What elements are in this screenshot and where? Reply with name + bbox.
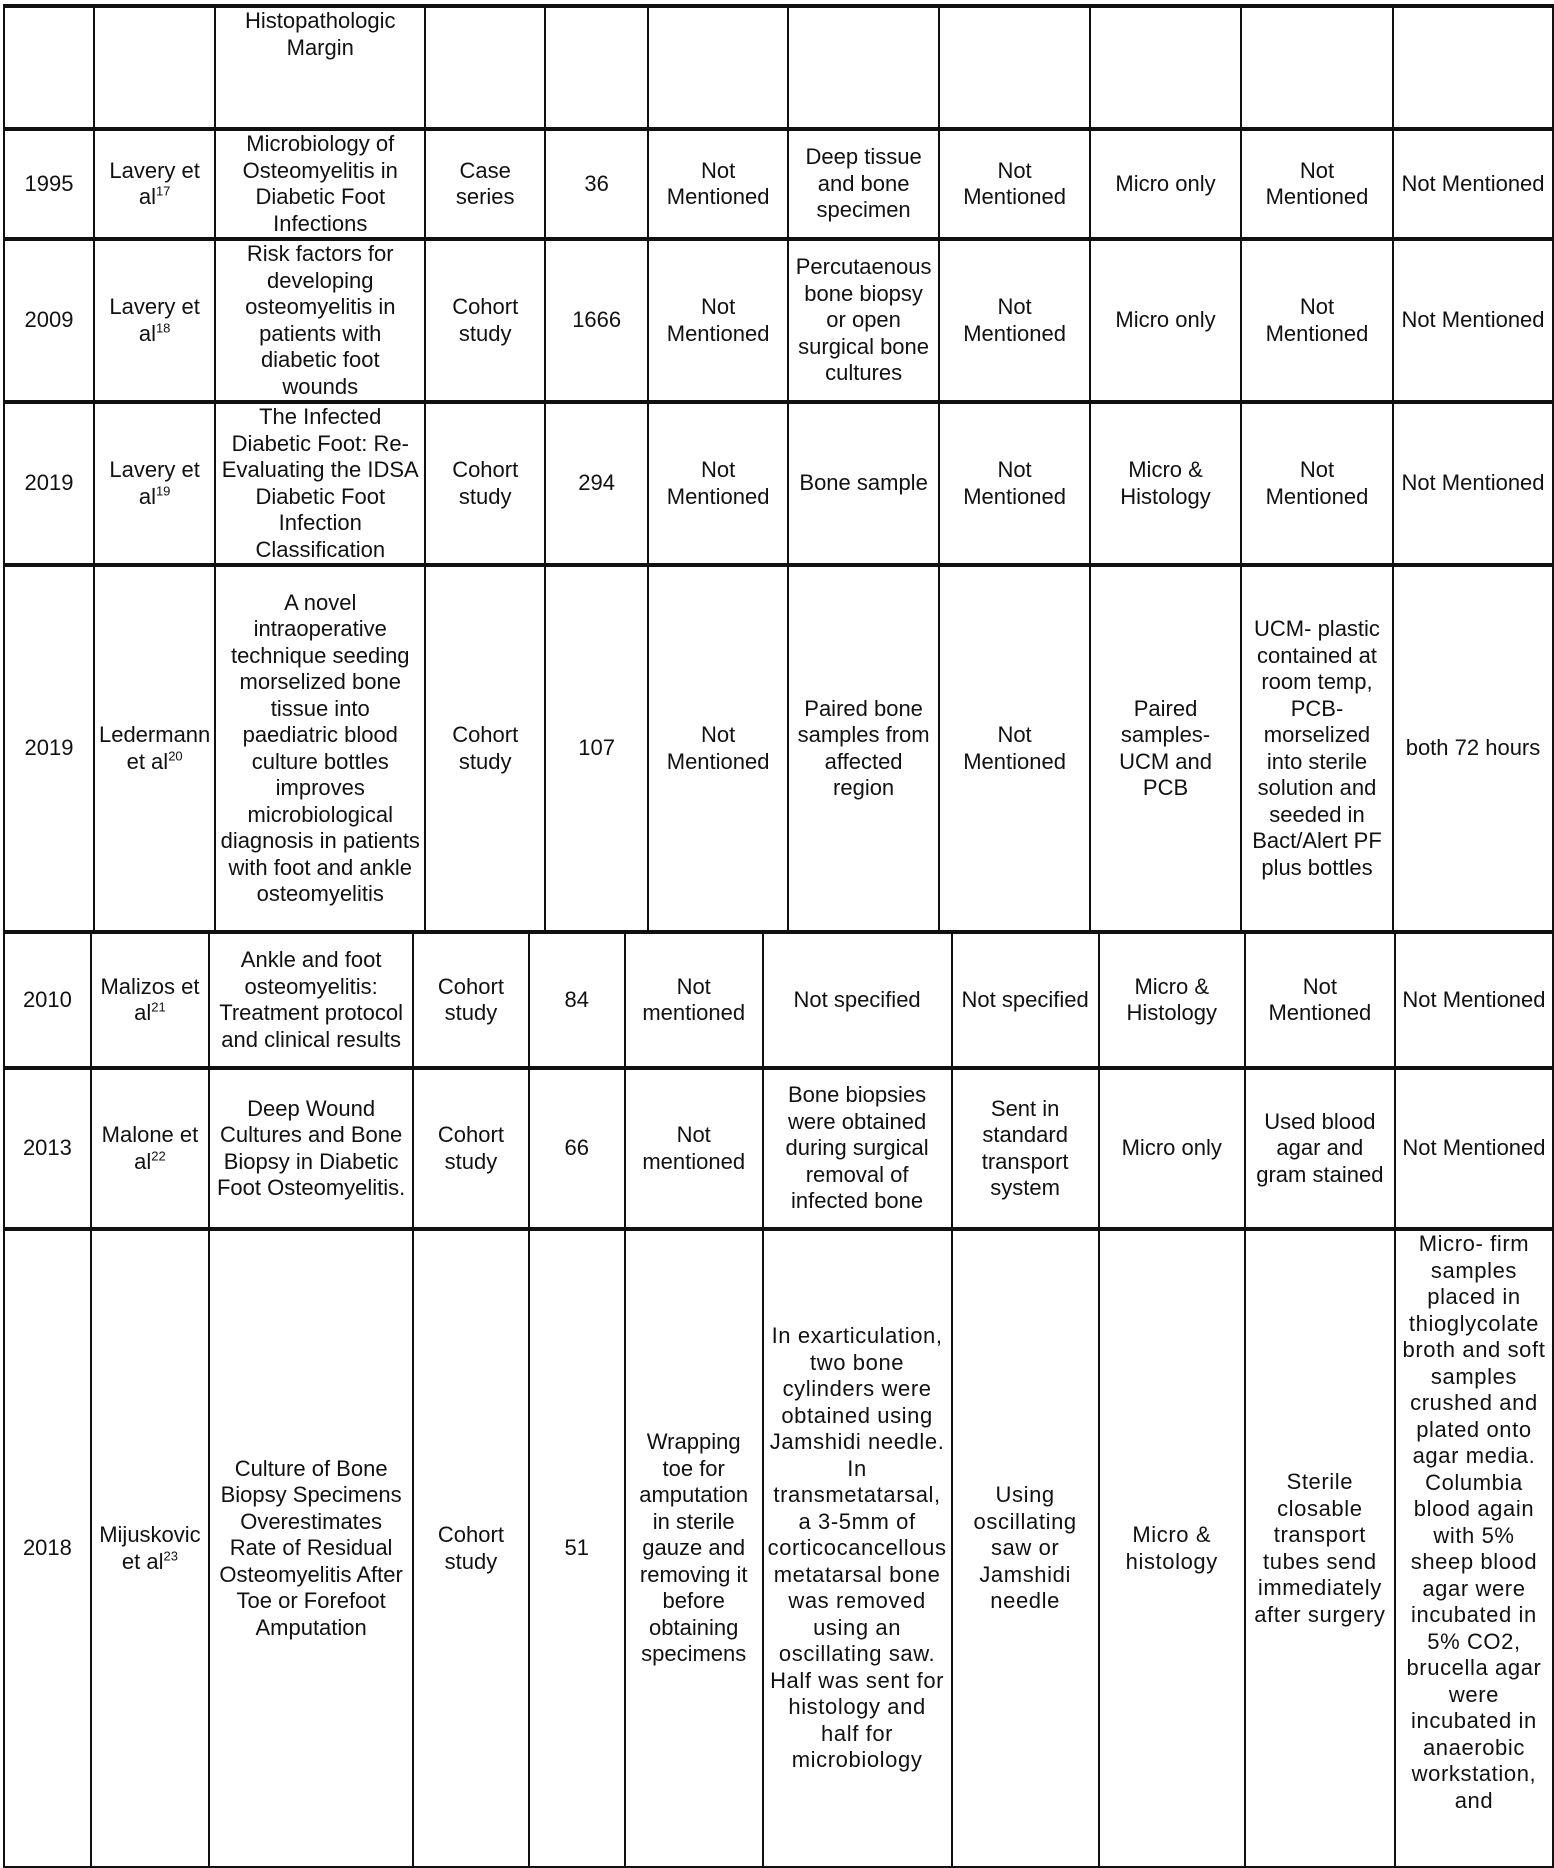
n-cell: 66 — [529, 1068, 625, 1229]
sampling-tool-cell: Not Mentioned — [939, 402, 1090, 565]
analysis-cell: Micro & Histology — [1090, 402, 1241, 565]
sampling-tool-cell: Not Mentioned — [939, 239, 1090, 402]
design-cell: Cohort study — [413, 1068, 529, 1229]
table-row — [4, 6, 1553, 129]
transport-cell: Sterile closable transport tubes send immediately after surgery — [1245, 1229, 1395, 1867]
sampling-tool-cell: Using oscillating saw or Jamshidi needle — [952, 1229, 1099, 1867]
incubation-cell — [1393, 6, 1553, 129]
skin-prep-cell — [648, 6, 788, 129]
n-cell: 1666 — [545, 239, 648, 402]
sampling-tool-cell: Not Mentioned — [939, 129, 1090, 239]
title-cell: Microbiology of Osteomyelitis in Diabetic Foot Infections — [215, 129, 425, 239]
skin-prep-cell: Wrapping toe for amputation in sterile gauze and removing it before obtaining specimens — [625, 1229, 763, 1867]
analysis-cell: Micro only — [1090, 239, 1241, 402]
year-cell: 2018 — [4, 1229, 91, 1867]
transport-cell: Not Mentioned — [1245, 932, 1395, 1068]
table-row — [4, 565, 1553, 931]
author-name: Malizos et al — [100, 973, 200, 1025]
n-cell: 36 — [545, 129, 648, 239]
incubation-cell: both 72 hours — [1393, 565, 1553, 931]
bone-specimen-cell: Paired bone samples from affected region — [788, 565, 939, 931]
transport-cell: Used blood agar and gram stained — [1245, 1068, 1395, 1229]
bone-specimen-cell: Bone biopsies were obtained during surgical removal of infected bone — [763, 1068, 952, 1229]
table-row — [4, 239, 1553, 402]
reference-number: 17 — [155, 183, 171, 199]
table-row — [4, 1229, 1553, 1867]
studies-table-part-1 — [3, 4, 1554, 932]
title-cell: A novel intraoperative technique seeding morselized bone tissue into paediatric blood culture bottles improves microbiological diagnosis in patients with foot and ankle osteomyelitis — [215, 565, 425, 931]
table-row — [4, 1068, 1553, 1229]
skin-prep-cell: Not Mentioned — [648, 239, 788, 402]
title-cell: Histopathologic Margin — [215, 6, 425, 129]
table-row — [4, 402, 1553, 565]
author-cell — [91, 1068, 209, 1229]
reference-number: 18 — [155, 320, 171, 336]
incubation-cell: Not Mentioned — [1393, 129, 1553, 239]
bone-specimen-cell: Percutaenous bone biopsy or open surgical bone cultures — [788, 239, 939, 402]
title-cell: The Infected Diabetic Foot: Re-Evaluating the IDSA Diabetic Foot Infection Classification — [215, 402, 425, 565]
year-cell: 2010 — [4, 932, 91, 1068]
transport-cell: Not Mentioned — [1241, 402, 1393, 565]
sampling-tool-cell: Not Mentioned — [939, 565, 1090, 931]
year-cell: 2019 — [4, 565, 94, 931]
analysis-cell: Paired samples- UCM and PCB — [1090, 565, 1241, 931]
table-row — [4, 932, 1553, 1068]
author-cell — [94, 129, 215, 239]
year-cell — [4, 6, 94, 129]
bone-specimen-cell: Bone sample — [788, 402, 939, 565]
design-cell: Case series — [425, 129, 545, 239]
transport-cell: Not Mentioned — [1241, 129, 1393, 239]
n-cell — [545, 6, 648, 129]
author-cell — [91, 932, 209, 1068]
author-cell — [94, 402, 215, 565]
author-name: Ledermann et al — [98, 722, 211, 774]
design-cell — [425, 6, 545, 129]
author-name: Mijuskovic et al — [99, 1522, 201, 1574]
author-name: Lavery et al — [109, 157, 200, 209]
year-cell: 2009 — [4, 239, 94, 402]
incubation-cell: Micro- firm samples placed in thioglycolate broth and soft samples crushed and plated onto agar media. Columbia blood again with 5% sheep blood agar were incubated in 5% CO2, brucella agar were incubated in anaerobic workstation, and — [1395, 1229, 1553, 1867]
title-cell: Deep Wound Cultures and Bone Biopsy in Diabetic Foot Osteomyelitis. — [209, 1068, 413, 1229]
n-cell: 294 — [545, 402, 648, 565]
n-cell: 51 — [529, 1229, 625, 1867]
reference-number: 22 — [151, 1148, 166, 1164]
author-cell — [94, 565, 215, 931]
design-cell: Cohort study — [413, 1229, 529, 1867]
design-cell: Cohort study — [425, 402, 545, 565]
bone-specimen-cell: Deep tissue and bone specimen — [788, 129, 939, 239]
skin-prep-cell: Not Mentioned — [648, 129, 788, 239]
skin-prep-cell: Not mentioned — [625, 932, 763, 1068]
author-cell — [94, 239, 215, 402]
skin-prep-cell: Not Mentioned — [648, 565, 788, 931]
incubation-cell: Not Mentioned — [1395, 1068, 1553, 1229]
year-cell: 1995 — [4, 129, 94, 239]
author-name: Lavery et al — [109, 294, 200, 346]
reference-number: 23 — [163, 1548, 178, 1564]
table-row — [4, 129, 1553, 239]
reference-number: 19 — [155, 483, 171, 499]
bone-specimen-cell — [788, 6, 939, 129]
title-cell: Culture of Bone Biopsy Specimens Overestimates Rate of Residual Osteomyelitis After Toe or Forefoot Amputation — [209, 1229, 413, 1867]
transport-cell: UCM- plastic contained at room temp, PCB- morselized into sterile solution and seeded in Bact/Alert PF plus bottles — [1241, 565, 1393, 931]
analysis-cell: Micro & histology — [1099, 1229, 1245, 1867]
incubation-cell: Not Mentioned — [1393, 402, 1553, 565]
author-name: Lavery et al — [109, 457, 200, 509]
reference-number: 21 — [151, 999, 166, 1015]
title-cell: Risk factors for developing osteomyelitis in patients with diabetic foot wounds — [215, 239, 425, 402]
incubation-cell: Not Mentioned — [1395, 932, 1553, 1068]
n-cell: 107 — [545, 565, 648, 931]
reference-number: 20 — [168, 748, 183, 764]
n-cell: 84 — [529, 932, 625, 1068]
studies-table-part-2 — [3, 930, 1554, 1868]
transport-cell — [1241, 6, 1393, 129]
year-cell: 2019 — [4, 402, 94, 565]
year-cell: 2013 — [4, 1068, 91, 1229]
skin-prep-cell: Not Mentioned — [648, 402, 788, 565]
sampling-tool-cell: Not specified — [952, 932, 1099, 1068]
sampling-tool-cell — [939, 6, 1090, 129]
author-name: Malone et al — [101, 1122, 199, 1174]
title-cell: Ankle and foot osteomyelitis: Treatment protocol and clinical results — [209, 932, 413, 1068]
analysis-cell: Micro only — [1099, 1068, 1245, 1229]
skin-prep-cell: Not mentioned — [625, 1068, 763, 1229]
analysis-cell: Micro & Histology — [1099, 932, 1245, 1068]
bone-specimen-cell: Not specified — [763, 932, 952, 1068]
author-cell — [91, 1229, 209, 1867]
author-cell — [94, 6, 215, 129]
transport-cell: Not Mentioned — [1241, 239, 1393, 402]
design-cell: Cohort study — [425, 565, 545, 931]
design-cell: Cohort study — [413, 932, 529, 1068]
analysis-cell: Micro only — [1090, 129, 1241, 239]
design-cell: Cohort study — [425, 239, 545, 402]
analysis-cell — [1090, 6, 1241, 129]
bone-specimen-cell: In exarticulation, two bone cylinders were obtained using Jamshidi needle. In transmetatarsal, a 3-5mm of corticocancellous metatarsal bone was removed using an oscillating saw. Half was sent for histology and half for microbiology — [763, 1229, 952, 1867]
sampling-tool-cell: Sent in standard transport system — [952, 1068, 1099, 1229]
incubation-cell: Not Mentioned — [1393, 239, 1553, 402]
